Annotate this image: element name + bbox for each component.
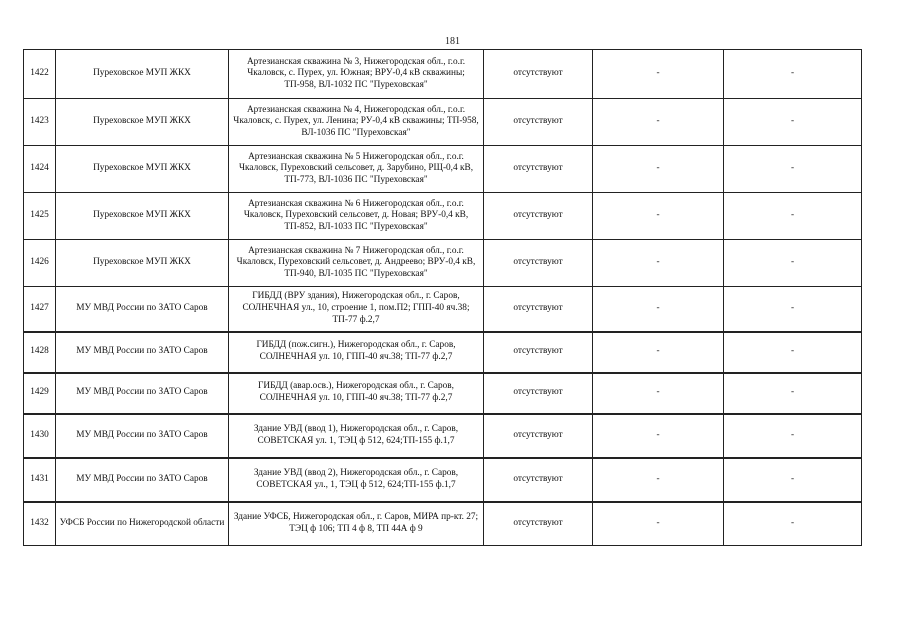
organization: Пуреховское МУП ЖКХ xyxy=(56,50,229,99)
row-number: 1429 xyxy=(24,373,56,414)
cell-5: - xyxy=(593,240,724,287)
cell-6: - xyxy=(724,414,862,458)
object-description: ГИБДД (авар.осв.), Нижегородская обл., г. Саров, СОЛНЕЧНАЯ ул. 10, ГПП-40 яч.38; ТП-77 ф.2,7 xyxy=(229,373,484,414)
cell-6: - xyxy=(724,502,862,546)
organization: Пуреховское МУП ЖКХ xyxy=(56,193,229,240)
organization: МУ МВД России по ЗАТО Саров xyxy=(56,287,229,332)
object-description: Артезианская скважина № 3, Нижегородская обл., г.о.г. Чкаловск, с. Пурех, ул. Южная; ВРУ-0,4 кВ скважины; ТП-958, ВЛ-1032 ПС "Пуреховская" xyxy=(229,50,484,99)
row-number: 1431 xyxy=(24,458,56,502)
table-row xyxy=(24,193,862,240)
cell-5: - xyxy=(593,458,724,502)
cell-5: - xyxy=(593,373,724,414)
object-description: Здание УВД (ввод 2), Нижегородская обл., г. Саров, СОВЕТСКАЯ ул., 1, ТЭЦ ф 512, 624;ТП-155 ф.1,7 xyxy=(229,458,484,502)
table-row xyxy=(24,458,862,502)
page-number: 181 xyxy=(445,36,460,47)
cell-5: - xyxy=(593,146,724,193)
status: отсутствуют xyxy=(484,332,593,373)
row-number: 1424 xyxy=(24,146,56,193)
status: отсутствуют xyxy=(484,50,593,99)
status: отсутствуют xyxy=(484,99,593,146)
object-description: Здание УВД (ввод 1), Нижегородская обл., г. Саров, СОВЕТСКАЯ ул. 1, ТЭЦ ф 512, 624;ТП-155 ф.1,7 xyxy=(229,414,484,458)
cell-6: - xyxy=(724,332,862,373)
organization: МУ МВД России по ЗАТО Саров xyxy=(56,332,229,373)
status: отсутствуют xyxy=(484,458,593,502)
row-number: 1428 xyxy=(24,332,56,373)
row-number: 1430 xyxy=(24,414,56,458)
status: отсутствуют xyxy=(484,414,593,458)
table-row xyxy=(24,373,862,414)
organization: Пуреховское МУП ЖКХ xyxy=(56,146,229,193)
organization: Пуреховское МУП ЖКХ xyxy=(56,240,229,287)
table-row xyxy=(24,50,862,99)
object-description: Здание УФСБ, Нижегородская обл., г. Саров, МИРА пр-кт. 27; ТЭЦ ф 106; ТП 4 ф 8, ТП 44А ф 9 xyxy=(229,502,484,546)
row-number: 1427 xyxy=(24,287,56,332)
cell-6: - xyxy=(724,193,862,240)
cell-6: - xyxy=(724,287,862,332)
table-row xyxy=(24,332,862,373)
organization: МУ МВД России по ЗАТО Саров xyxy=(56,414,229,458)
organization: УФСБ России по Нижегородской области xyxy=(56,502,229,546)
row-number: 1422 xyxy=(24,50,56,99)
table-row xyxy=(24,99,862,146)
cell-6: - xyxy=(724,458,862,502)
object-description: Артезианская скважина № 4, Нижегородская обл., г.о.г. Чкаловск, с. Пурех, ул. Ленина; РУ-0,4 кВ скважины; ТП-958, ВЛ-1036 ПС "Пуреховская" xyxy=(229,99,484,146)
cell-6: - xyxy=(724,146,862,193)
row-number: 1432 xyxy=(24,502,56,546)
object-description: Артезианская скважина № 5 Нижегородская обл., г.о.г. Чкаловск, Пуреховский сельсовет, д. Зарубино, РЩ-0,4 кВ, ТП-773, ВЛ-1036 ПС "Пуреховская" xyxy=(229,146,484,193)
table-row xyxy=(24,502,862,546)
row-number: 1426 xyxy=(24,240,56,287)
object-description: Артезианская скважина № 6 Нижегородская обл., г.о.г. Чкаловск, Пуреховский сельсовет, д. Новая; ВРУ-0,4 кВ, ТП-852, ВЛ-1033 ПС "Пуреховская" xyxy=(229,193,484,240)
status: отсутствуют xyxy=(484,287,593,332)
consumer-table xyxy=(23,49,862,546)
cell-5: - xyxy=(593,287,724,332)
organization: МУ МВД России по ЗАТО Саров xyxy=(56,373,229,414)
status: отсутствуют xyxy=(484,193,593,240)
cell-5: - xyxy=(593,332,724,373)
cell-6: - xyxy=(724,240,862,287)
cell-6: - xyxy=(724,50,862,99)
cell-6: - xyxy=(724,99,862,146)
object-description: ГИБДД (пож.сигн.), Нижегородская обл., г. Саров, СОЛНЕЧНАЯ ул. 10, ГПП-40 яч.38; ТП-77 ф.2,7 xyxy=(229,332,484,373)
table-row xyxy=(24,240,862,287)
status: отсутствуют xyxy=(484,146,593,193)
cell-5: - xyxy=(593,50,724,99)
object-description: Артезианская скважина № 7 Нижегородская обл., г.о.г. Чкаловск, Пуреховский сельсовет, д. Андреево; ВРУ-0,4 кВ, ТП-940, ВЛ-1035 ПС "Пуреховская" xyxy=(229,240,484,287)
cell-5: - xyxy=(593,502,724,546)
status: отсутствуют xyxy=(484,373,593,414)
row-number: 1425 xyxy=(24,193,56,240)
row-number: 1423 xyxy=(24,99,56,146)
cell-6: - xyxy=(724,373,862,414)
cell-5: - xyxy=(593,99,724,146)
organization: Пуреховское МУП ЖКХ xyxy=(56,99,229,146)
table-row xyxy=(24,414,862,458)
table-row xyxy=(24,146,862,193)
status: отсутствуют xyxy=(484,240,593,287)
status: отсутствуют xyxy=(484,502,593,546)
organization: МУ МВД России по ЗАТО Саров xyxy=(56,458,229,502)
cell-5: - xyxy=(593,193,724,240)
cell-5: - xyxy=(593,414,724,458)
table-row xyxy=(24,287,862,332)
object-description: ГИБДД (ВРУ здания), Нижегородская обл., г. Саров, СОЛНЕЧНАЯ ул., 10, строение 1, пом.П2; ГПП-40 яч.38; ТП-77 ф.2,7 xyxy=(229,287,484,332)
